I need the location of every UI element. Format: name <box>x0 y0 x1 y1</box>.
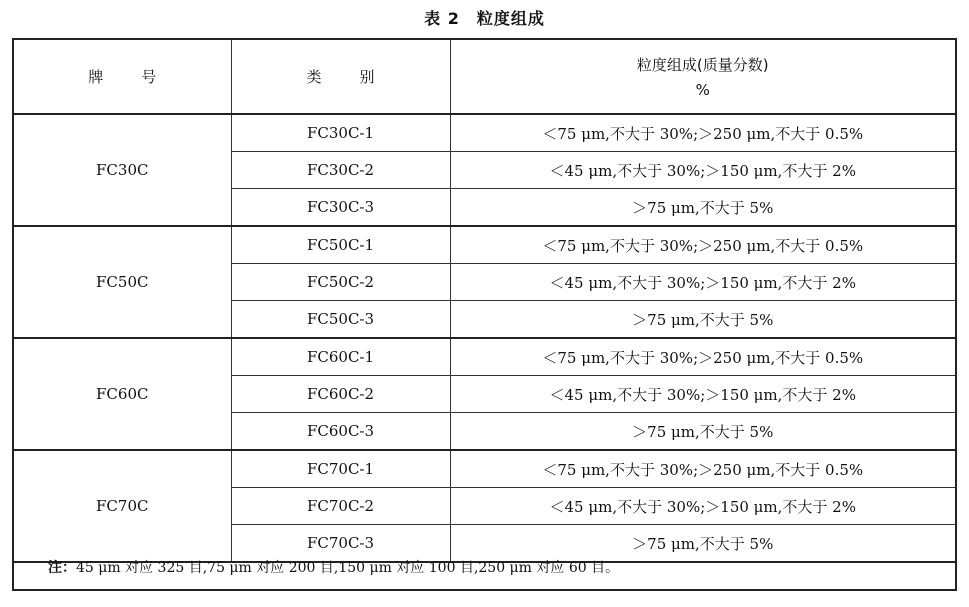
distribution-cell: ＞75 μm,不大于 5% <box>450 413 955 451</box>
distribution-cell: ＜45 μm,不大于 30%;＞150 μm,不大于 2% <box>450 488 955 525</box>
header-distribution <box>450 40 955 114</box>
distribution-cell: ＜45 μm,不大于 30%;＞150 μm,不大于 2% <box>450 152 955 189</box>
brand-cell: FC50C <box>14 226 231 338</box>
distribution-cell: ＞75 μm,不大于 5% <box>450 525 955 563</box>
table-row <box>14 114 955 152</box>
table-row <box>14 338 955 376</box>
note-text: 45 μm 对应 325 目,75 μm 对应 200 目,150 μm 对应 100 目,250 μm 对应 60 目。 <box>76 560 620 576</box>
header-category-label: 类别 <box>306 68 413 86</box>
table-row <box>14 226 955 264</box>
category-cell: FC30C-2 <box>231 152 450 189</box>
category-cell: FC30C-1 <box>231 114 450 152</box>
category-cell: FC70C-1 <box>231 450 450 488</box>
category-cell: FC50C-3 <box>231 301 450 339</box>
category-cell: FC70C-3 <box>231 525 450 563</box>
header-distribution-line1: 粒度组成(质量分数) <box>636 56 769 74</box>
brand-cell: FC70C <box>14 450 231 562</box>
distribution-cell: ＞75 μm,不大于 5% <box>450 301 955 339</box>
distribution-cell: ＜75 μm,不大于 30%;＞250 μm,不大于 0.5% <box>450 338 955 376</box>
category-cell: FC30C-3 <box>231 189 450 227</box>
particle-size-table <box>14 40 955 563</box>
note-label: 注： <box>48 560 76 576</box>
category-cell: FC60C-1 <box>231 338 450 376</box>
distribution-cell: ＜45 μm,不大于 30%;＞150 μm,不大于 2% <box>450 376 955 413</box>
header-brand-label: 牌号 <box>88 68 195 86</box>
table-note <box>48 557 619 577</box>
table-row <box>14 450 955 488</box>
category-cell: FC60C-2 <box>231 376 450 413</box>
table-title: 表 2 粒度组成 <box>424 9 545 28</box>
category-cell: FC60C-3 <box>231 413 450 451</box>
category-cell: FC50C-1 <box>231 226 450 264</box>
header-distribution-unit: % <box>695 81 710 99</box>
brand-cell: FC30C <box>14 114 231 226</box>
distribution-cell: ＜75 μm,不大于 30%;＞250 μm,不大于 0.5% <box>450 450 955 488</box>
category-cell: FC50C-2 <box>231 264 450 301</box>
header-row <box>14 40 955 114</box>
table-frame <box>12 38 957 591</box>
distribution-cell: ＜75 μm,不大于 30%;＞250 μm,不大于 0.5% <box>450 226 955 264</box>
distribution-cell: ＜45 μm,不大于 30%;＞150 μm,不大于 2% <box>450 264 955 301</box>
header-brand <box>14 40 231 114</box>
distribution-cell: ＜75 μm,不大于 30%;＞250 μm,不大于 0.5% <box>450 114 955 152</box>
table-body <box>14 114 955 562</box>
header-category <box>231 40 450 114</box>
category-cell: FC70C-2 <box>231 488 450 525</box>
distribution-cell: ＞75 μm,不大于 5% <box>450 189 955 227</box>
brand-cell: FC60C <box>14 338 231 450</box>
